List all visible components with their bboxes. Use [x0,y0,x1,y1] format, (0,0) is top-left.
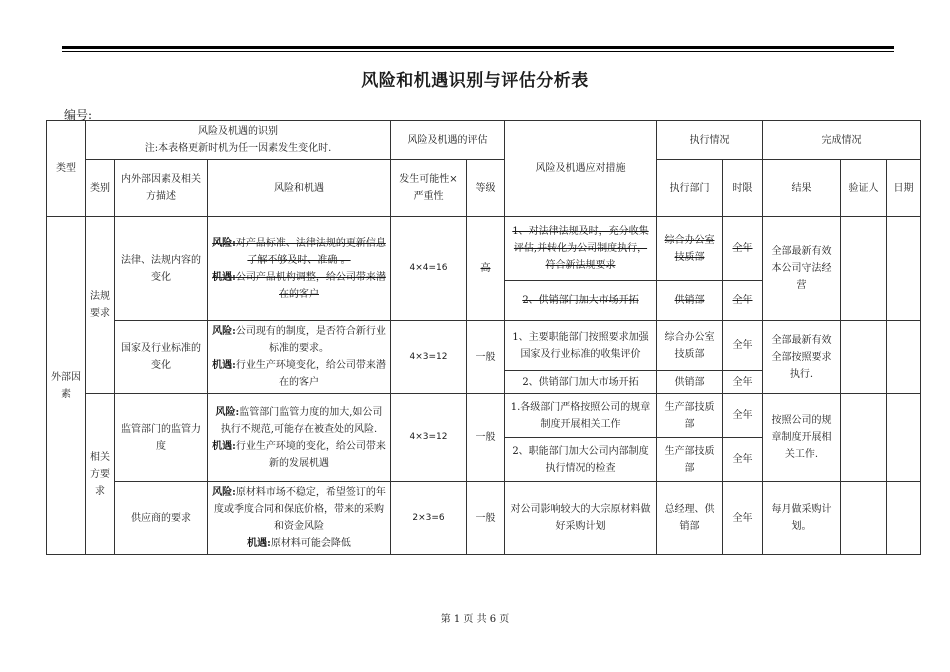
risk-opp-cell [208,217,391,321]
category-related: 相关方要求 [86,394,115,555]
date-cell [887,482,921,555]
table-row [47,217,921,281]
deadline-cell: 全年 [723,217,763,281]
opp-label: 机遇: [212,271,236,283]
risk-opp-cell [208,321,391,394]
factor-cell: 监管部门的监管力度 [115,394,208,482]
deadline-cell: 全年 [723,438,763,482]
risk-text: 原材料市场不稳定，希望签订的年度或季度合同和保底价格，带来的采购和资金风险 [214,487,386,532]
score-cell: 2×3=6 [391,482,467,555]
result-cell: 全部最新有效本公司守法经营 [763,217,841,321]
deadline-cell: 全年 [723,281,763,321]
measure-cell: 1.各级部门严格按照公司的规章制度开展相关工作 [505,394,657,438]
result-cell: 全部最新有效全部按照要求执行. [763,321,841,394]
score-cell: 4×4=16 [391,217,467,321]
verifier-cell [841,217,887,321]
type-external: 外部因素 [47,217,86,555]
dept-cell: 生产部技质部 [657,394,723,438]
score-cell: 4×3=12 [391,321,467,394]
page-title: 风险和机遇识别与评估分析表 [361,71,589,91]
grade-cell: 高 [467,217,505,321]
measure-cell: 2、供销部门加大市场开拓 [505,371,657,394]
dept-cell: 生产部技质部 [657,438,723,482]
verifier-cell [841,321,887,394]
measure-cell: 1、对法律法规及时，充分收集评估,并转化为公司制度执行，符合新法规要求 [505,217,657,281]
risk-text: 监管部门监管力度的加大,如公司执行不规范,可能存在被查处的风险. [220,406,383,435]
opp-text: 行业生产环境的变化，给公司带来新的发展机遇 [235,440,386,469]
risk-table [46,120,921,555]
risk-label: 风险: [212,487,236,498]
header-exec-title: 执行情况 [657,121,763,160]
date-cell [887,217,921,321]
header-date: 日期 [887,160,921,217]
factor-cell: 供应商的要求 [115,482,208,555]
factor-cell: 国家及行业标准的变化 [115,321,208,394]
date-cell [887,394,921,482]
header-eval-title: 风险及机遇的评估 [391,121,505,160]
header-risk-opp: 风险和机遇 [208,160,391,217]
opp-text: 行业生产环境变化，给公司带来潜在的客户 [235,360,386,388]
dept-cell: 供销部 [657,371,723,394]
top-rule-thick [62,46,894,49]
doc-number-label: 编号: [64,108,93,122]
header-exec-dept: 执行部门 [657,160,723,217]
risk-label: 风险: [212,326,236,337]
score-cell: 4×3=12 [391,394,467,482]
risk-label: 风险: [215,406,240,418]
opp-text: 公司产品机构调整，给公司带来潜在的客户 [235,271,386,300]
header-row-1 [47,121,921,160]
deadline-cell: 全年 [723,394,763,438]
measure-cell: 2、供销部门加大市场开拓 [505,281,657,321]
category-law: 法规要求 [86,217,115,394]
header-row-2 [47,160,921,217]
header-done-title: 完成情况 [763,121,921,160]
risk-opp-cell [208,482,391,555]
top-rule-thin [62,51,894,52]
opp-label: 机遇: [247,538,271,549]
deadline-cell: 全年 [723,371,763,394]
risk-text: 对产品标准、法律法规的更新信息了解不够及时、准确 。 [235,237,386,266]
dept-cell: 综合办公室技质部 [657,217,723,281]
measure-cell: 2、职能部门加大公司内部制度执行情况的检查 [505,438,657,482]
result-cell: 每月做采购计划。 [763,482,841,555]
header-category: 类别 [86,160,115,217]
opp-label: 机遇: [212,440,236,452]
header-factor-desc: 内外部因素及相关方描述 [115,160,208,217]
dept-cell: 总经理、供销部 [657,482,723,555]
measure-cell: 对公司影响较大的大宗原材料做好采购计划 [505,482,657,555]
grade-cell: 一般 [467,482,505,555]
header-verifier: 验证人 [841,160,887,217]
header-identify-title: 风险及机遇的识别 [198,126,278,137]
header-likelihood: 发生可能性×严重性 [391,160,467,217]
measure-cell: 1、主要职能部门按照要求加强国家及行业标准的收集评价 [505,321,657,371]
date-cell [887,321,921,394]
opp-label: 机遇: [212,360,236,371]
verifier-cell [841,394,887,482]
grade-cell: 一般 [467,394,505,482]
table-row [47,394,921,438]
risk-text: 公司现有的制度，是否符合新行业标准的要求。 [235,326,386,354]
header-result: 结果 [763,160,841,217]
dept-cell: 供销部 [657,281,723,321]
grade-cell: 一般 [467,321,505,394]
table-row [47,321,921,371]
result-cell: 按照公司的规章制度开展相关工作. [763,394,841,482]
risk-opp-cell [208,394,391,482]
dept-cell: 综合办公室技质部 [657,321,723,371]
deadline-cell: 全年 [723,482,763,555]
header-deadline: 时限 [723,160,763,217]
table-row [47,482,921,555]
header-type: 类型 [47,121,86,217]
header-grade: 等级 [467,160,505,217]
header-measures: 风险及机遇应对措施 [505,121,657,217]
verifier-cell [841,482,887,555]
factor-cell: 法律、法规内容的变化 [115,217,208,321]
risk-label: 风险: [212,237,236,249]
deadline-cell: 全年 [723,321,763,371]
header-identify [86,121,391,160]
header-identify-note: 注:本表格更新时机为任一因素发生变化时. [144,143,332,154]
opp-text: 原材料可能会降低 [270,538,351,549]
page-footer: 第 1 页 共 6 页 [440,614,510,625]
